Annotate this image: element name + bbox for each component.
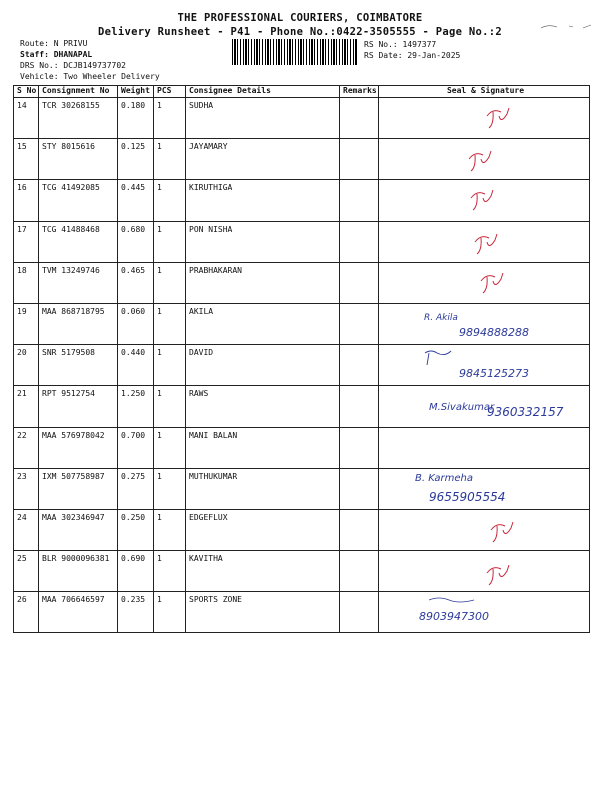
cell-consignment: STY 8015616 [39,139,118,180]
col-consignee: Consignee Details [186,86,340,98]
cell-sno: 16 [14,180,39,221]
cell-pcs: 1 [154,468,186,509]
barcode [232,39,358,65]
cell-sno: 23 [14,468,39,509]
cell-weight: 0.250 [118,509,154,550]
cell-weight: 0.700 [118,427,154,468]
cell-consignee: PON NISHA [186,221,340,262]
cell-signature [379,345,590,386]
table-row [14,262,590,303]
cell-remarks [340,262,379,303]
cell-remarks [340,98,379,139]
col-weight: Weight [118,86,154,98]
handwritten-text: 8903947300 [419,610,489,624]
handwritten-text: 9845125273 [459,367,529,381]
cell-weight: 0.125 [118,139,154,180]
table-row [14,139,590,180]
table-row [14,592,590,633]
cell-signature [379,551,590,592]
handwritten-text: 9655905554 [429,489,506,504]
cell-consignee: KIRUTHIGA [186,180,340,221]
cell-signature [379,509,590,550]
cell-weight: 0.465 [118,262,154,303]
cell-weight: 1.250 [118,386,154,427]
cell-remarks [340,303,379,344]
runsheet-table [13,85,590,633]
cell-pcs: 1 [154,386,186,427]
cell-weight: 0.680 [118,221,154,262]
cell-signature [379,262,590,303]
cell-consignment: MAA 706646597 [39,592,118,633]
cell-signature [379,386,590,427]
cell-sno: 15 [14,139,39,180]
table-row [14,180,590,221]
cell-signature [379,427,590,468]
cell-consignee: MANI BALAN [186,427,340,468]
cell-remarks [340,427,379,468]
table-row [14,345,590,386]
cell-consignment: MAA 868718795 [39,303,118,344]
cell-weight: 0.275 [118,468,154,509]
cell-consignment: MAA 576978042 [39,427,118,468]
cell-remarks [340,592,379,633]
cell-signature [379,221,590,262]
corner-mark [539,17,594,27]
cell-weight: 0.235 [118,592,154,633]
cell-pcs: 1 [154,551,186,592]
cell-sno: 22 [14,427,39,468]
col-sno: S No [14,86,39,98]
cell-consignee: MUTHUKUMAR [186,468,340,509]
rs-number: RS No.: 1497377 [364,40,437,49]
cell-consignment: SNR 5179508 [39,345,118,386]
vehicle-label: Vehicle: Two Wheeler Delivery [20,72,160,81]
cell-signature [379,139,590,180]
cell-pcs: 1 [154,509,186,550]
col-pcs: PCS [154,86,186,98]
handwritten-text: 9894888288 [459,325,529,339]
handwritten-text: B. Karmeha [415,472,474,484]
handwritten-text: R. Akila [424,312,458,323]
route-label: Route: N PRIVU [20,39,88,48]
cell-consignment: TCG 41488468 [39,221,118,262]
table-row [14,303,590,344]
cell-pcs: 1 [154,180,186,221]
cell-remarks [340,345,379,386]
cell-pcs: 1 [154,139,186,180]
handwritten-text: 9360332157 [487,405,564,420]
company-title: THE PROFESSIONAL COURIERS, COIMBATORE [177,12,423,24]
cell-weight: 0.445 [118,180,154,221]
cell-sno: 20 [14,345,39,386]
rs-info [364,39,460,61]
table-row [14,427,590,468]
cell-signature [379,303,590,344]
cell-remarks [340,180,379,221]
cell-weight: 0.440 [118,345,154,386]
cell-remarks [340,468,379,509]
table-row [14,551,590,592]
table-row [14,221,590,262]
staff-label: Staff: DHANAPAL [20,50,93,59]
table-row [14,386,590,427]
cell-pcs: 1 [154,427,186,468]
cell-sno: 19 [14,303,39,344]
cell-pcs: 1 [154,345,186,386]
cell-pcs: 1 [154,221,186,262]
cell-remarks [340,509,379,550]
cell-remarks [340,551,379,592]
handwritten-text: M.Sivakumar [429,402,495,414]
cell-remarks [340,221,379,262]
drs-label: DRS No.: DCJB149737702 [20,61,126,70]
cell-consignment: MAA 302346947 [39,509,118,550]
col-consignment: Consignment No [39,86,118,98]
cell-consignment: IXM 507758987 [39,468,118,509]
table-row [14,98,590,139]
route-info [20,38,160,82]
cell-consignment: TCR 30268155 [39,98,118,139]
cell-sno: 21 [14,386,39,427]
cell-pcs: 1 [154,303,186,344]
cell-signature [379,98,590,139]
cell-sno: 14 [14,98,39,139]
cell-signature [379,468,590,509]
cell-weight: 0.180 [118,98,154,139]
cell-remarks [340,386,379,427]
cell-sno: 26 [14,592,39,633]
table-row [14,509,590,550]
cell-weight: 0.690 [118,551,154,592]
cell-sno: 18 [14,262,39,303]
cell-consignee: EDGEFLUX [186,509,340,550]
rs-date: RS Date: 29-Jan-2025 [364,51,461,60]
cell-sno: 24 [14,509,39,550]
col-remarks: Remarks [340,86,379,98]
cell-consignee: AKILA [186,303,340,344]
cell-consignee: SUDHA [186,98,340,139]
cell-weight: 0.060 [118,303,154,344]
cell-sno: 17 [14,221,39,262]
cell-consignee: JAYAMARY [186,139,340,180]
runsheet-subtitle: Delivery Runsheet - P41 - Phone No.:0422-3505555 - Page No.:2 [98,26,502,38]
cell-signature [379,592,590,633]
cell-pcs: 1 [154,98,186,139]
cell-remarks [340,139,379,180]
cell-consignee: PRABHAKARAN [186,262,340,303]
cell-pcs: 1 [154,262,186,303]
table-row [14,468,590,509]
cell-consignment: TVM 13249746 [39,262,118,303]
col-signature: Seal & Signature [379,86,590,98]
cell-consignee: DAVID [186,345,340,386]
cell-consignment: RPT 9512754 [39,386,118,427]
cell-consignment: BLR 9000096381 [39,551,118,592]
cell-consignee: RAWS [186,386,340,427]
cell-pcs: 1 [154,592,186,633]
cell-sno: 25 [14,551,39,592]
cell-signature [379,180,590,221]
table-header [14,86,590,98]
cell-consignment: TCG 41492085 [39,180,118,221]
cell-consignee: KAVITHA [186,551,340,592]
cell-consignee: SPORTS ZONE [186,592,340,633]
